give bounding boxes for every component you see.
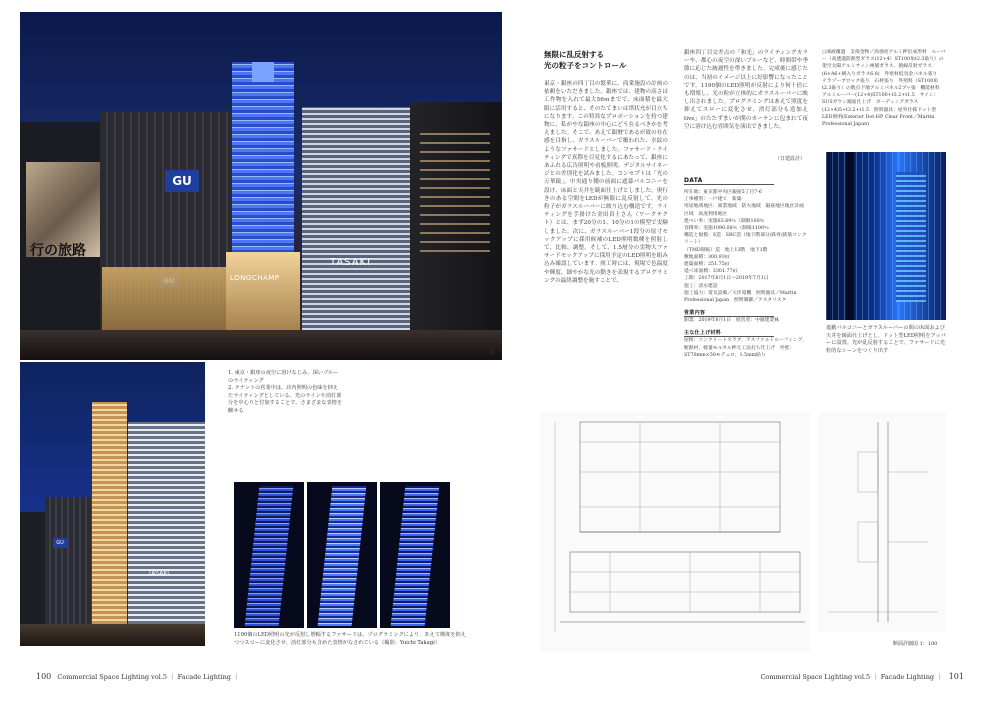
led-sequence-3: [380, 482, 450, 628]
data-row: 施工協力：電気設備／大洋電機 照明器具／Martin Professional Japan 照明制御／アスタリスク: [684, 290, 797, 304]
data-row: 施工：清水建設: [684, 283, 718, 289]
p2-warm-tower: [92, 402, 127, 646]
led-sequence-1: [234, 482, 304, 628]
data-row: 構造と規模：S造 SRC造（地下階部分/鉄骨/鉄筋コンクリート）: [684, 233, 807, 246]
left-photo-caption: 1. 東京・銀座の夜空に溶けなじみ、深いブルーのライティング 2. テナントの営業中は、店内照明の色味を抑えたライティングとしている。光のラインや消灯部分を中心りと付加することで、さまざまな表情を醸せる: [228, 370, 343, 414]
louver-glow: [896, 172, 926, 302]
data-row: 工事種別：一戸建て 新築: [684, 197, 742, 203]
body-column-2: 銀座四丁目交差点の「和光」のライティングカラーや、都心の夜空の深いブルーなど、時間帯や季節に応じた統週性を準きました。完成後に感じたのは、当初のイメージ以上に好影響になったことです。1190個のLED照明が反射により何十倍にも増殖し、光の粒が立体的にガラスルーバーに映し出されました。プログラミングはあえて照度を抑えてスローに変化させ、消灯部分も造加えtive」のたたずまいが開のカーテンに包まれて夜空に溶け込む雰囲気を演出できました。: [684, 50, 808, 130]
right-folio: [760, 672, 964, 681]
data-row: 建ぺい率：実施83.69％（制限100％: [684, 218, 765, 224]
right-building-windows: [420, 132, 490, 252]
longchamp-sign: LONGCHAMP: [230, 274, 280, 282]
author-signature: （日建設計）: [775, 156, 806, 162]
materials-heading: 主な仕上げ材料: [684, 329, 774, 337]
billboard-text: 行の旅路: [30, 243, 86, 259]
sales-row: 開業：2019年8月1日 経営者：中銀建業株: [684, 318, 780, 324]
headline-line2: 光の粒子をコントロール: [544, 61, 627, 70]
second-facade-photo: [20, 362, 205, 646]
detail-drawing-svg: [818, 412, 946, 632]
interior-caption: 遮蔽バルコニーとガラスルーバーの間の床面および天井を鏡面仕上げとし、ドット型LED照明をアッパーに設置。光が乱反射することで、ファサードに光粒的なシーンをつくり出す: [826, 325, 946, 354]
led-louver-1: [245, 486, 294, 626]
left-running-title: Commercial Space Lighting vol.5 ｜ Facade Lighting ｜: [57, 673, 240, 681]
balcony-edge: [846, 152, 854, 320]
data-row: 敷地面積：300.93㎡: [684, 254, 730, 260]
interior-led-photo: [826, 152, 946, 320]
street: [20, 330, 502, 360]
photo-number-1: 1: [490, 350, 494, 356]
main-facade-photo: [20, 12, 502, 360]
led-louver-2: [318, 486, 367, 626]
data-row: 所在地：東京都中央区銀座5丁目7-6: [684, 190, 762, 195]
headline-line1: 無限に乱反射する: [544, 50, 604, 59]
data-row: 建築面積：251.75㎡: [684, 262, 730, 268]
right-page-number: 101: [948, 672, 964, 681]
left-page-number: 100: [36, 672, 52, 681]
led-louver-3: [391, 486, 440, 626]
right-running-title: Commercial Space Lighting vol.5 ｜ Facade Lighting ｜: [760, 673, 943, 681]
sales-heading: 営業内容: [684, 309, 774, 317]
data-row: （TMD制振）造 地上13階 地下1階: [684, 247, 768, 253]
tower-top: [252, 62, 274, 82]
data-row: 延べ床面積：3301.77㎡: [684, 269, 738, 275]
section-drawing: [540, 412, 810, 652]
led-sequence-2: [307, 482, 377, 628]
data-list: [684, 189, 808, 359]
detail-drawing: [818, 412, 946, 632]
p2-street: [20, 624, 205, 646]
section-drawing-label: 断面詳細図 1：100: [893, 641, 938, 647]
gu-sign-large: GU: [165, 170, 199, 192]
p2-tasaki-building: [128, 422, 205, 646]
body-column-1: 東京・銀座の四丁目の繁華に、商業施設の計画の依頼をいただきました。銀座では、建物の高さは工作物を入れて最大56ｍまでで、床面積を最大限に活用すると、そのたてまいは塔状允が目立ちになります。この特異なプロポーションを持つ建物に、私がやな銀座の中心にどう在るべきかを考えました。そこで、あえて銀暦であるが故の存在感を目指し、ガラスルーバーで覆われた、水紋のようなファサードとしました。ファサード・ライティングで真際を目見化するにあたって、銀座にあふれる広告照明や看板照明、デジタルサイネージとの差別化を試みました。コンセプトは「光の万華鏡」。中央通り側の前面に遮幕バルコニーを設け、床面と天井を鏡面仕上げとしました。奥行きのある空間をLEDが無限に乱反射して、光の粒子がガラスルーバーに映り込む構造です。ライティングを手掛けた金田真士さん（ワークテクト）とは、まず20分の1、10分の1の模型で実験しました。次に、ガラスルーバー1段分の原寸モックアップに採用候補のLED照明数種を照射して、比較、調整。そして、1.5層分の実物大ファサードモックアップに採用予定のLED照明を組み込み確認しています。竣工時には、現場で色温度や輝度、細やかな光の動きを表現するプログラミングの最終調整を施すことで、: [544, 81, 668, 284]
data-row: 容積率：実施1090.08％（制限1100％: [684, 226, 769, 232]
tasaki-sign: TASAKI: [330, 257, 372, 268]
spec-notes: ○凍液覆過 支保金物／高強度アルミ押出成形材 ルーバー（高透過防熱型ガラス(12+4）ST100角t2.3貼り）の架空太陽アルミサッシ複層ガラス、熱線反射ガラス(6+A6+網入りガラス6.8) 外壁材低気金パネル張り テラゾーブロック張り 石材張り 外照料（ST100角t2.3貼り）の数点下地アルミパネル2プッ張 機能材料 アルミルーバー(12+4)ST100+t3.2+t1.5 サイン：SUSガウン鏡面仕上げ カーディングガラス(12+4)5+t3.2+t1.5 照明器具：屋外仕様ドット型LED照明(Exterior Dot-HP Clear Front／Martin Professional Japan): [822, 50, 946, 128]
data-row: 工期：2017年8月1日～2019年7月1日: [684, 276, 769, 282]
sequence-caption: 1190個のLED照明の光が反射し増幅するファサードは、プログラミングにより、あえて輝度を抑えつつスローに変化させ、消灯部分も含めた表情がなされている（撮影：Yuichi Takagi）: [234, 632, 466, 646]
mirror-floor-reflection: [826, 152, 946, 320]
tasaki-building: [302, 107, 412, 360]
materials-row: 屋根：コンクリートスラブ、アスファルトルーフィング、断熱材、軽量モルタル押え工法打ち仕上げ 外壁：ST70mm×50モデュロ、1.5mm貼り: [684, 338, 807, 358]
section-drawing-svg: [540, 412, 810, 652]
p2-gu-sign: GU: [53, 538, 67, 548]
data-heading: DATA: [684, 177, 774, 185]
p2-tasaki-sign: TASAKI: [148, 570, 170, 577]
data-row: 用途地域地区：商業地域 防火地域 銀座地区地区計画区域 高度利用地区: [684, 204, 804, 217]
left-folio: [36, 672, 240, 681]
